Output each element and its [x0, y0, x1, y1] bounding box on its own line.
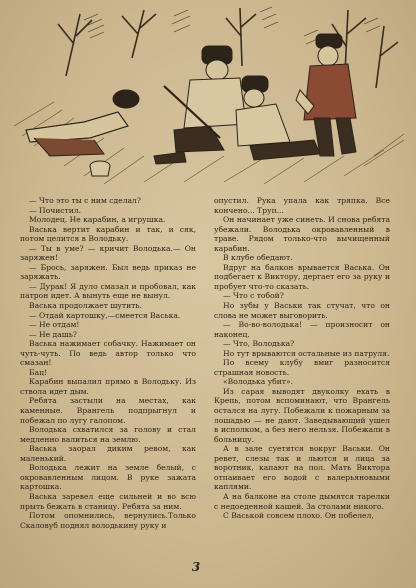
- paragraph: Но тут врываются остальные из патруля.: [223, 348, 390, 358]
- paragraph: Васька продолжает шутить.: [29, 301, 142, 311]
- paragraph: — Отдай картошку,—смеется Васька.: [29, 310, 181, 320]
- paragraph: Молодец. Не карабин, а игрушка.: [29, 215, 166, 225]
- paragraph: Но зубы у Васьки так стучат, что он слова не может выговорить.: [214, 301, 390, 320]
- paragraph: — Во-во-володька! — произносит он наконец.: [214, 320, 390, 339]
- left-column: [20, 196, 196, 530]
- paragraph: Володька схватился за голову и стал медленно валиться на землю.: [20, 425, 196, 444]
- paragraph: — Не отдам!: [29, 320, 80, 330]
- right-column: [214, 196, 390, 521]
- paragraph: По всему клубу вмиг разносится страшная новость.: [214, 358, 390, 377]
- paragraph: — Брось, заряжен. Был ведь приказ не заряжать.: [20, 262, 196, 282]
- paragraph: А в зале суетятся вокруг Васьки. Он ревет, слезы так и льются и лица за воротник, капают на пол. Мать Виктора отпаивает его водой с валерьяновыми каплями.: [214, 444, 390, 492]
- paragraph: Васька вертит карабин и так, и сяк, потом целится в Володьку.: [20, 224, 196, 244]
- paragraph: С Васькой совсем плохо. Он побелел,: [223, 511, 374, 521]
- paragraph: — Почистил.: [29, 205, 82, 215]
- paragraph: Бац!: [29, 367, 48, 377]
- paragraph: Карабин выпалил прямо в Володьку. Из ствола идет дым.: [20, 377, 196, 396]
- paragraph: «Володька убит».: [223, 377, 294, 387]
- paragraph: — Ты в уме? — кричит Володька.— Он заряжен!: [20, 243, 196, 263]
- paragraph: Вдруг на балкон врывается Васька. Он подбегает к Виктору, дергает его за руку и пробует что-то сказать.: [214, 262, 390, 291]
- paragraph: Васька нажимает собачку. Нажимает он чуть-чуть. По ведь автор только что смазан!: [20, 339, 196, 368]
- paragraph: А на балконе на столе дымятся тарелки с недоеденной кашей. За столами никого.: [214, 491, 390, 511]
- paragraph: В клубе обедают.: [223, 253, 293, 263]
- paragraph: Он начинает уже синеть. И снова ребята убежали. Володька окровавленный в траве. Рядом только-что вычищенный карабин.: [214, 215, 390, 253]
- paragraph: Васька заорал диким ревом, как маленький.: [20, 444, 196, 463]
- paragraph: Васька заревел еще сильней и во всю прыть бежать в станицу. Ребята за ним.: [20, 491, 196, 511]
- paragraph: — Что это ты с ним сделал?: [29, 196, 141, 205]
- paragraph: Володька лежит на земле белый, с окровавленным лицом. В руке зажата картошка.: [20, 463, 196, 492]
- paragraph: опустил. Рука упала как тряпка. Все кончено... Труп...: [214, 196, 390, 215]
- paragraph: — Не дашь?: [29, 329, 78, 339]
- paragraph: Ребята застыли на местах, как каменные. Врангель подпрыгнул и побежал по лугу галопом.: [20, 396, 196, 425]
- paragraph: Потом опомнились, вернулись.Только Скаловуб поднял володькину руку и: [20, 511, 196, 530]
- paragraph: — Что, Володька?: [223, 339, 295, 349]
- paragraph: — Дурак! Я дуло смазал и пробовал, как патрон идет. А вынуть еще не вынул.: [20, 281, 196, 301]
- paragraph: — Что с тобой?: [223, 291, 284, 301]
- illustration: [14, 6, 404, 192]
- page-number: 3: [191, 560, 201, 574]
- paragraph: Из сарая выводят двуколку ехать в Крепь, потом вспоминают, что Врангель остался на лугу. Побежали к пожарным за лошадью — не дают. Заведывающий ушел в исполком, а без него нельзя. Побежали в больницу.: [214, 386, 390, 444]
